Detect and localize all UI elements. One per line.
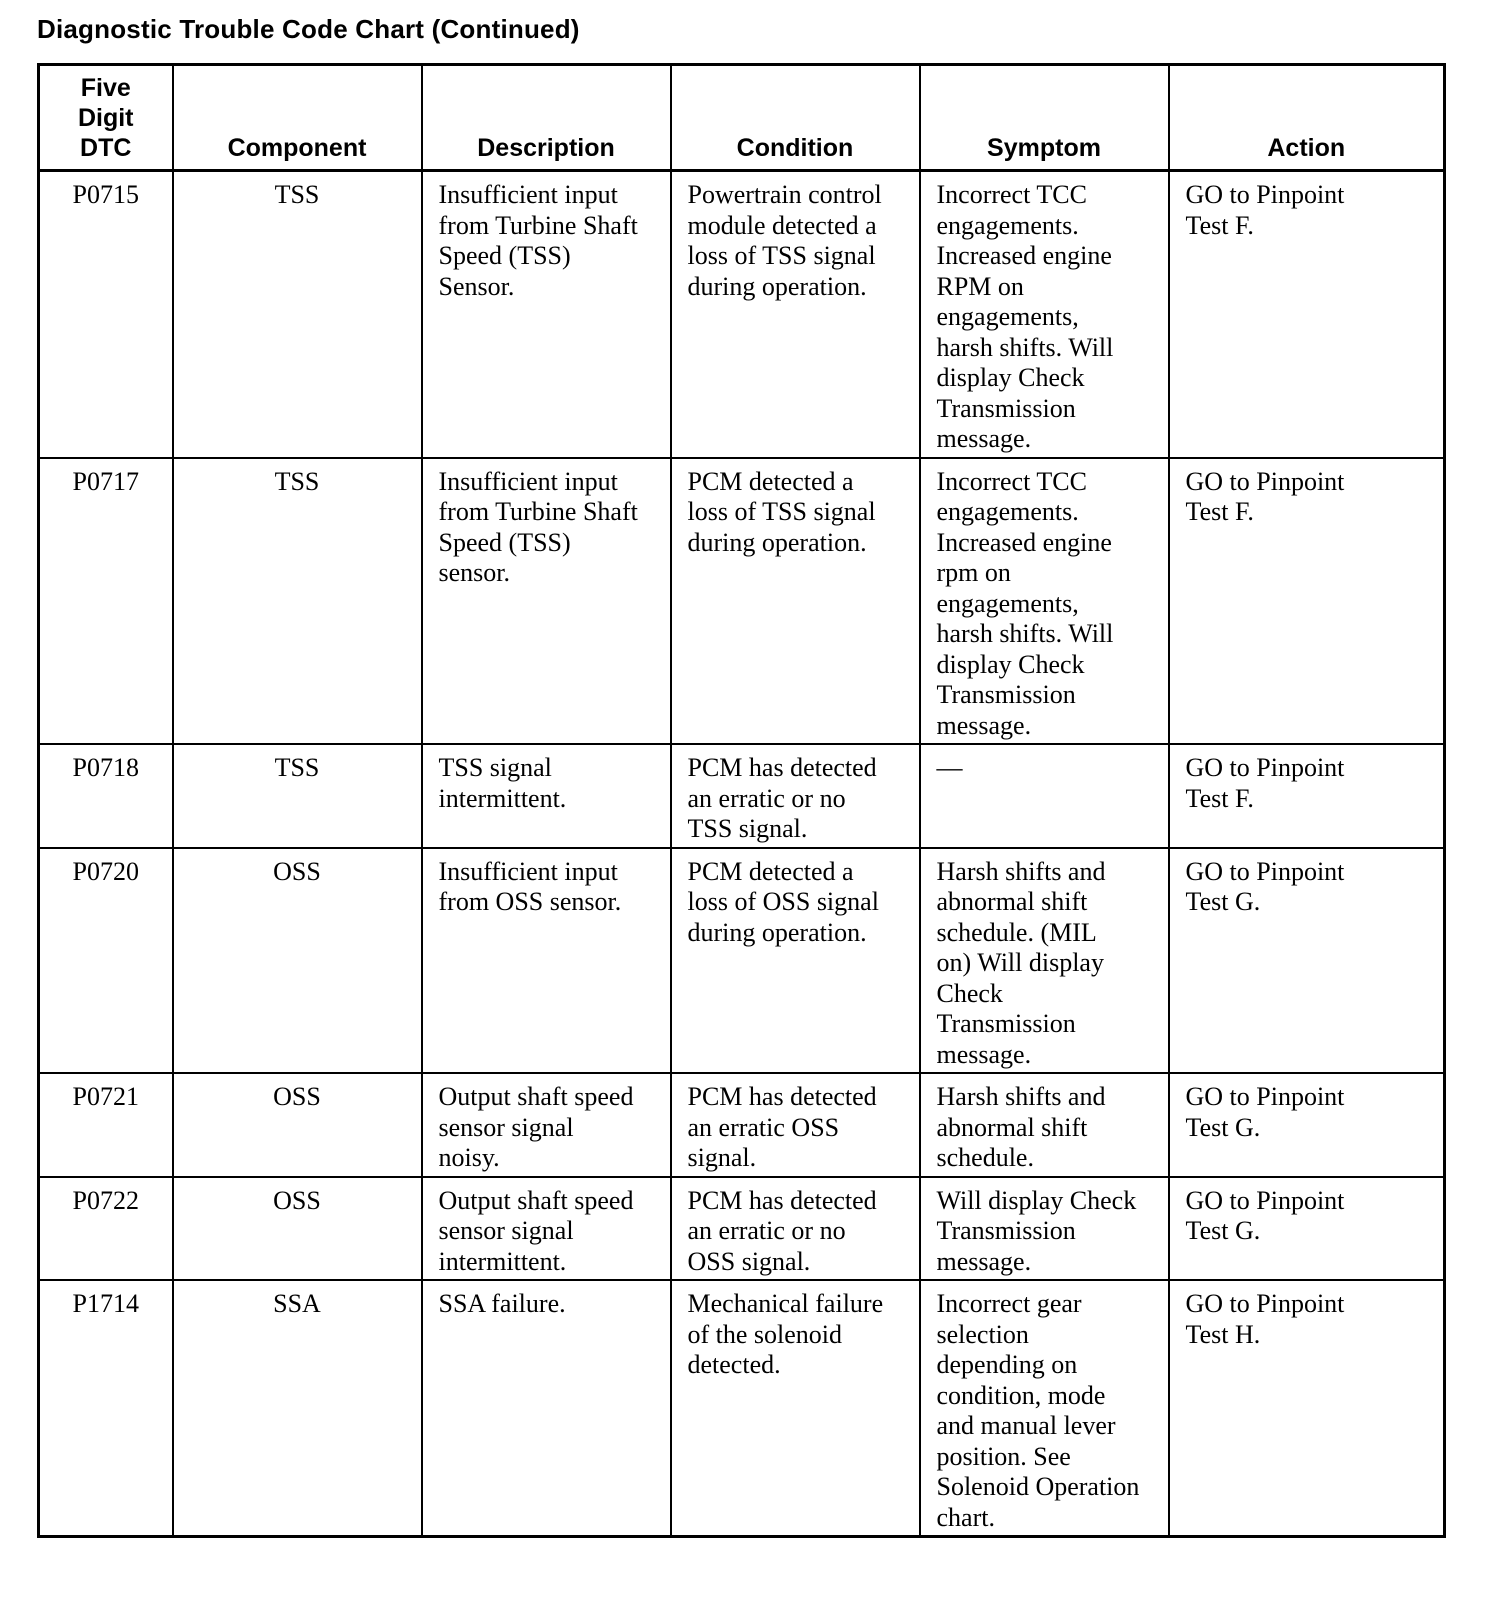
component-cell: TSS [173, 171, 422, 458]
action-cell: GO to Pinpoint Test F. [1169, 171, 1445, 458]
description-cell: Insufficient input from OSS sensor. [422, 848, 671, 1074]
symptom-cell: Incorrect gear selection depending on condition, mode and manual lever position. See Solenoid Operation chart. [920, 1280, 1169, 1537]
component-cell: TSS [173, 458, 422, 745]
description-cell: Output shaft speed sensor signal noisy. [422, 1073, 671, 1177]
table-row [39, 1177, 1445, 1281]
table-row [39, 744, 1445, 848]
header-action: Action [1169, 65, 1445, 171]
condition-cell: PCM detected a loss of OSS signal during operation. [671, 848, 920, 1074]
table-row [39, 458, 1445, 745]
header-symptom: Symptom [920, 65, 1169, 171]
component-cell: OSS [173, 1177, 422, 1281]
symptom-cell: — [920, 744, 1169, 848]
symptom-cell: Harsh shifts and abnormal shift schedule. (MIL on) Will display Check Transmission message. [920, 848, 1169, 1074]
symptom-cell: Incorrect TCC engagements. Increased engine RPM on engagements, harsh shifts. Will display Check Transmission message. [920, 171, 1169, 458]
condition-cell: Powertrain control module detected a loss of TSS signal during operation. [671, 171, 920, 458]
page-title: Diagnostic Trouble Code Chart (Continued) [37, 14, 580, 44]
component-cell: SSA [173, 1280, 422, 1537]
description-cell: SSA failure. [422, 1280, 671, 1537]
table-row [39, 848, 1445, 1074]
action-cell: GO to Pinpoint Test H. [1169, 1280, 1445, 1537]
description-cell: TSS signal intermittent. [422, 744, 671, 848]
condition-cell: PCM has detected an erratic or no TSS signal. [671, 744, 920, 848]
symptom-cell: Will display Check Transmission message. [920, 1177, 1169, 1281]
dtc-code-cell: P0720 [39, 848, 173, 1074]
action-cell: GO to Pinpoint Test G. [1169, 1177, 1445, 1281]
description-cell: Output shaft speed sensor signal intermittent. [422, 1177, 671, 1281]
component-cell: OSS [173, 1073, 422, 1177]
symptom-cell: Harsh shifts and abnormal shift schedule. [920, 1073, 1169, 1177]
condition-cell: PCM detected a loss of TSS signal during operation. [671, 458, 920, 745]
condition-cell: PCM has detected an erratic OSS signal. [671, 1073, 920, 1177]
dtc-code-cell: P0721 [39, 1073, 173, 1177]
condition-cell: PCM has detected an erratic or no OSS signal. [671, 1177, 920, 1281]
table-row [39, 171, 1445, 458]
symptom-cell: Incorrect TCC engagements. Increased engine rpm on engagements, harsh shifts. Will display Check Transmission message. [920, 458, 1169, 745]
component-cell: OSS [173, 848, 422, 1074]
header-component: Component [173, 65, 422, 171]
action-cell: GO to Pinpoint Test F. [1169, 744, 1445, 848]
header-condition: Condition [671, 65, 920, 171]
condition-cell: Mechanical failure of the solenoid detected. [671, 1280, 920, 1537]
description-cell: Insufficient input from Turbine Shaft Speed (TSS) Sensor. [422, 171, 671, 458]
dtc-code-cell: P1714 [39, 1280, 173, 1537]
dtc-code-cell: P0715 [39, 171, 173, 458]
header-dtc: Five Digit DTC [39, 65, 173, 171]
dtc-table [37, 63, 1446, 1538]
dtc-code-cell: P0717 [39, 458, 173, 745]
component-cell: TSS [173, 744, 422, 848]
header-description: Description [422, 65, 671, 171]
table-row [39, 1073, 1445, 1177]
table-row [39, 1280, 1445, 1537]
description-cell: Insufficient input from Turbine Shaft Speed (TSS) sensor. [422, 458, 671, 745]
dtc-code-cell: P0718 [39, 744, 173, 848]
action-cell: GO to Pinpoint Test G. [1169, 1073, 1445, 1177]
dtc-code-cell: P0722 [39, 1177, 173, 1281]
action-cell: GO to Pinpoint Test G. [1169, 848, 1445, 1074]
action-cell: GO to Pinpoint Test F. [1169, 458, 1445, 745]
table-header-row [39, 65, 1445, 171]
